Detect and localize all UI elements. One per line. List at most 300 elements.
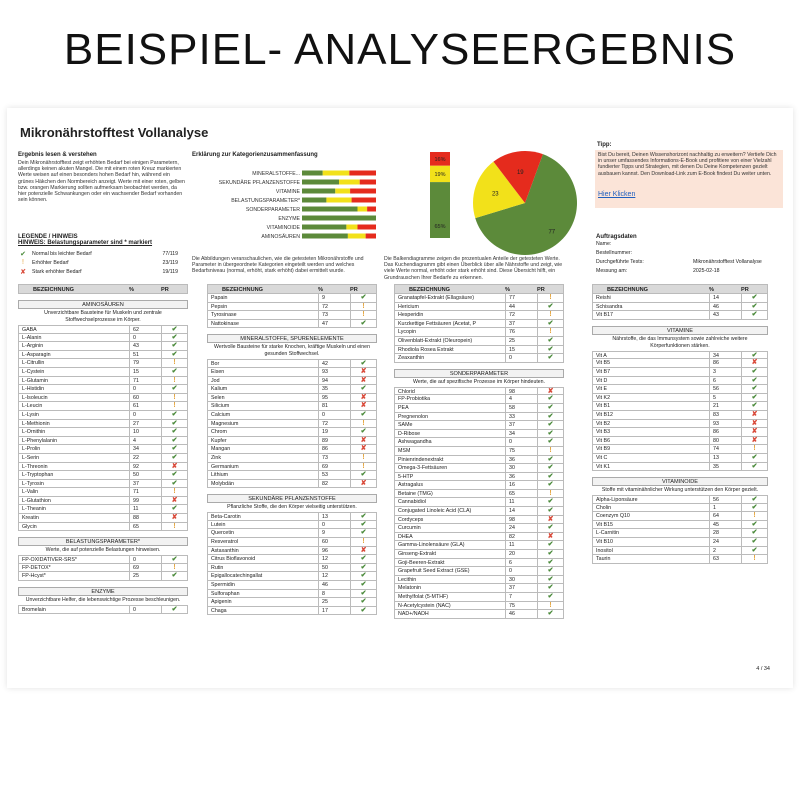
row-name: Pepsin — [211, 303, 228, 310]
row-name: FP-Hcyst* — [22, 573, 46, 580]
row-percent: 20 — [505, 550, 537, 558]
table-row — [18, 514, 188, 523]
check-icon: ✔ — [537, 456, 563, 464]
cross-icon: ✘ — [741, 420, 767, 428]
table-row — [207, 555, 377, 564]
row-name: Vit B1 — [596, 403, 611, 410]
row-name: L-Methionin — [22, 420, 50, 427]
table-row — [18, 402, 188, 411]
bar-category-label: VITAMINE — [275, 189, 300, 195]
row-name: Vit D — [596, 377, 608, 384]
row-percent: 88 — [129, 514, 161, 522]
table-row — [207, 572, 377, 581]
row-name: Vit B10 — [596, 539, 613, 546]
legend-item-text: Erhöhter Bedarf — [32, 259, 69, 266]
row-percent: 76 — [505, 328, 537, 336]
table-row — [207, 294, 377, 303]
check-icon: ✔ — [161, 334, 187, 342]
row-name: L-Citrullin — [22, 360, 45, 367]
table-row — [207, 359, 377, 368]
check-icon: ✔ — [537, 541, 563, 549]
table-row — [18, 428, 188, 437]
bar-segment — [348, 234, 366, 239]
check-icon: ✔ — [350, 385, 376, 393]
exclamation-icon: ! — [161, 564, 187, 572]
row-name: Kurzkettige Fettsäuren (Acetat, P — [398, 320, 477, 327]
result-table — [207, 359, 377, 488]
table-row — [394, 533, 564, 542]
row-percent: 61 — [129, 402, 161, 410]
page-number: 4 / 34 — [756, 666, 770, 672]
row-percent: 15 — [505, 346, 537, 354]
row-percent: 79 — [129, 359, 161, 367]
exclamation-icon: ! — [741, 445, 767, 453]
row-name: Zink — [211, 454, 222, 461]
table-row — [207, 368, 377, 377]
table-row — [592, 512, 768, 521]
check-icon: ✔ — [537, 584, 563, 592]
row-name: Citrus Bioflavonoid — [211, 556, 256, 563]
section-title: AMINOSÄUREN — [18, 300, 188, 309]
exclamation-icon: ! — [350, 463, 376, 471]
table-row — [394, 354, 564, 363]
row-name: Vit A — [596, 352, 607, 359]
ebook-download-link[interactable]: Hier Klicken — [598, 190, 636, 198]
table-row — [207, 529, 377, 538]
table-row — [18, 445, 188, 454]
category-summary-note: Die Abbildungen veranschaulichen, wie die getesteten Mikronährstoffe und Parameter in übergeordnete Kategorien eingeteilt werden und welches Bedarfsniveau (normal, erhöht, stark erhöht) dabei ermittelt wurde. — [192, 256, 364, 275]
intro-section — [18, 152, 186, 203]
exclamation-icon: ! — [161, 359, 187, 367]
row-name: Calcium — [211, 411, 231, 418]
row-name: Betaine (TMG) — [398, 490, 433, 497]
section-description: Unverzichtbare Helfer, die lebenswichtige Prozesse beschleunigen. — [25, 597, 181, 604]
row-name: Vit K2 — [596, 394, 611, 401]
row-percent: 42 — [318, 360, 350, 367]
check-icon: ✔ — [161, 351, 187, 359]
section-description: Nährstoffe, die das Immunsystem sowie zahlreiche weitere Körperfunktionen stärken. — [612, 335, 748, 349]
table-row — [207, 303, 377, 312]
exclamation-icon: ! — [161, 402, 187, 410]
row-percent: 43 — [709, 311, 741, 319]
row-percent: 92 — [129, 463, 161, 471]
row-percent: 17 — [318, 607, 350, 615]
row-name: Papain — [211, 295, 228, 301]
table-row — [18, 385, 188, 394]
row-percent: 36 — [505, 473, 537, 481]
bar-category-label: BELASTUNGSPARAMETER* — [231, 198, 300, 204]
row-name: Resveratrol — [211, 539, 239, 546]
row-name: Vit C — [596, 454, 608, 461]
table-row — [394, 593, 564, 602]
check-icon: ✔ — [741, 377, 767, 385]
row-percent: 1 — [709, 504, 741, 512]
row-percent: 11 — [129, 505, 161, 513]
row-name: 5-HTP — [398, 473, 414, 480]
table-row — [592, 311, 768, 320]
table-row — [592, 294, 768, 303]
table-row — [394, 610, 564, 619]
bar-segment — [302, 234, 348, 239]
row-name: Germanium — [211, 463, 239, 470]
section-title: MINERALSTOFFE, SPURENELEMENTE — [207, 334, 377, 343]
row-percent: 4 — [505, 395, 537, 403]
row-name: L-Asparagin — [22, 351, 51, 358]
table-row — [207, 385, 377, 394]
row-percent: 0 — [129, 334, 161, 342]
row-name: Pinienrindenextrakt — [398, 456, 444, 463]
category-summary-heading: Erklärung zur Kategorienzusammenfassung — [192, 152, 318, 158]
bar-category-label: MINERALSTOFFE... — [252, 171, 300, 177]
row-percent: 0 — [129, 556, 161, 563]
check-icon: ✔ — [350, 555, 376, 563]
bar-segment — [339, 180, 360, 185]
cross-icon: ✘ — [350, 394, 376, 402]
check-icon: ✔ — [350, 607, 376, 615]
row-percent: 0 — [129, 385, 161, 393]
result-table — [592, 294, 768, 320]
table-row — [18, 505, 188, 514]
table-row — [207, 581, 377, 590]
row-percent: 98 — [505, 516, 537, 524]
check-icon: ✔ — [350, 320, 376, 328]
bar-segment — [302, 189, 335, 194]
result-table — [592, 495, 768, 564]
check-icon: ✔ — [161, 368, 187, 376]
row-name: L-Phenylalanin — [22, 437, 58, 444]
order-row — [596, 249, 784, 258]
check-icon: ✔ — [161, 411, 187, 419]
row-name: Vit E — [596, 386, 608, 393]
check-icon: ✔ — [537, 404, 563, 412]
row-percent: 46 — [318, 581, 350, 589]
row-percent: 35 — [318, 385, 350, 393]
row-name: Ashwagandha — [398, 439, 432, 446]
table-row — [592, 303, 768, 312]
cross-icon: ✘ — [350, 445, 376, 453]
section-description: Pflanzliche Stoffe, die den Körper vielseitig unterstützen. — [227, 504, 357, 511]
table-row — [394, 456, 564, 465]
table-row — [18, 420, 188, 429]
column-segment-label: 65% — [434, 224, 446, 230]
legend-item-count: 23/119 — [162, 259, 178, 266]
check-icon: ✔ — [741, 394, 767, 402]
check-icon: ✔ — [350, 521, 376, 529]
check-icon: ✔ — [537, 320, 563, 328]
row-percent: 24 — [505, 524, 537, 532]
check-icon: ✔ — [741, 463, 767, 471]
table-row — [18, 359, 188, 368]
order-row-label: Messung am: — [596, 268, 628, 274]
row-name: DHEA — [398, 533, 413, 540]
row-name: L-Arginin — [22, 343, 44, 350]
row-percent: 6 — [709, 377, 741, 385]
check-icon: ✔ — [350, 529, 376, 537]
exclamation-icon: ! — [537, 602, 563, 610]
table-row — [207, 311, 377, 320]
row-name: L-Leucin — [22, 403, 43, 410]
cross-icon: ✘ — [350, 437, 376, 445]
check-icon: ✔ — [537, 610, 563, 618]
table-row — [394, 464, 564, 473]
row-name: L-Valin — [22, 489, 39, 496]
bar-category-label: SONDERPARAMETER — [245, 207, 300, 213]
table-row — [18, 342, 188, 351]
row-percent: 60 — [318, 538, 350, 546]
table-row — [394, 413, 564, 422]
legend-heading: LEGENDE / HINWEIS — [18, 234, 78, 240]
row-percent: 62 — [129, 326, 161, 333]
exclamation-icon: ! — [350, 538, 376, 546]
result-column-4 — [592, 284, 768, 564]
header-percent: % — [129, 287, 134, 293]
row-percent: 0 — [129, 606, 161, 613]
table-row — [207, 590, 377, 599]
row-name: Vit B5 — [596, 360, 611, 367]
check-icon: ✔ — [741, 504, 767, 512]
table-row — [394, 541, 564, 550]
row-name: Vit B17 — [596, 312, 613, 319]
exclamation-icon: ! — [350, 311, 376, 319]
row-name: Magnesium — [211, 420, 239, 427]
table-row — [207, 420, 377, 429]
bar-segment — [367, 207, 376, 212]
table-row — [18, 497, 188, 506]
exclamation-icon: ! — [161, 488, 187, 496]
check-icon: ✔ — [161, 445, 187, 453]
row-name: Zeaxanthin — [398, 355, 425, 362]
bar-category-label: SEKUNDÄRE PFLANZENSTOFFE — [218, 180, 300, 186]
row-percent: 13 — [318, 513, 350, 520]
table-row — [394, 387, 564, 396]
check-icon: ✔ — [741, 368, 767, 376]
row-percent: 69 — [318, 463, 350, 471]
table-row — [18, 605, 188, 614]
row-name: Grapefruit Seed Extract (GSE) — [398, 568, 470, 575]
table-row — [394, 507, 564, 516]
section-title: VITAMINOIDE — [592, 477, 768, 486]
check-icon: ✔ — [161, 428, 187, 436]
legend-item-text: Normal bis leichter Bedarf — [32, 250, 92, 257]
row-percent: 45 — [709, 521, 741, 529]
check-icon: ✔ — [161, 385, 187, 393]
row-percent: 98 — [505, 388, 537, 395]
table-row — [18, 480, 188, 489]
row-name: FP-OXIDATIVER-SRS* — [22, 557, 77, 563]
check-icon: ✔ — [741, 352, 767, 359]
row-percent: 28 — [709, 529, 741, 537]
bar-segment — [302, 225, 346, 230]
row-percent: 96 — [318, 547, 350, 555]
bar-segment — [346, 225, 357, 230]
check-icon: ✔ — [741, 496, 767, 503]
check-icon: ✔ — [350, 513, 376, 520]
row-percent: 89 — [318, 437, 350, 445]
cross-icon: ✘ — [350, 377, 376, 385]
bar-segment — [360, 180, 376, 185]
table-row — [18, 377, 188, 386]
header-name: BEZEICHNUNG — [33, 287, 75, 293]
row-percent: 21 — [709, 402, 741, 410]
row-percent: 8 — [318, 590, 350, 598]
row-percent: 0 — [129, 411, 161, 419]
table-row — [207, 411, 377, 420]
table-row — [394, 404, 564, 413]
check-icon: ✔ — [350, 590, 376, 598]
table-row — [592, 547, 768, 556]
check-icon: ✔ — [161, 606, 187, 613]
exclamation-icon: ! — [741, 512, 767, 520]
result-table — [18, 325, 188, 531]
check-icon: ✔ — [161, 572, 187, 580]
row-percent: 72 — [318, 420, 350, 428]
row-name: Epigallocatechingallat — [211, 573, 263, 580]
cross-icon: ✘ — [20, 268, 26, 276]
bar-segment — [326, 198, 351, 203]
legend-item — [18, 258, 178, 267]
row-name: N-Acetylcystein (NAC) — [398, 602, 451, 609]
table-row — [394, 337, 564, 346]
tip-box — [595, 150, 783, 208]
section-description: Werte, die auf spezifische Prozesse im Körper hindeuten. — [413, 378, 545, 385]
row-name: Cholin — [596, 504, 612, 511]
header-percent: % — [505, 287, 510, 293]
row-name: Beta-Carotin — [211, 514, 241, 520]
order-data-section — [596, 234, 784, 276]
exclamation-icon: ! — [537, 447, 563, 455]
category-summary-heading-block — [192, 152, 382, 158]
row-percent: 77 — [505, 294, 537, 302]
check-icon: ✔ — [537, 576, 563, 584]
row-name: Sulforaphan — [211, 590, 240, 597]
row-name: Rhodiola Rosea Extrakt — [398, 346, 454, 353]
table-row — [18, 471, 188, 480]
check-icon: ✔ — [537, 395, 563, 403]
row-percent: 94 — [318, 377, 350, 385]
row-name: Chrom — [211, 429, 227, 436]
bar-segment — [350, 189, 376, 194]
table-row — [394, 430, 564, 439]
result-table — [18, 555, 188, 581]
row-name: Jod — [211, 377, 220, 384]
row-name: PEA — [398, 404, 409, 411]
check-icon: ✔ — [537, 593, 563, 601]
bar-segment — [302, 180, 339, 185]
row-name: Glycin — [22, 523, 37, 530]
row-name: L-Isoleucin — [22, 394, 48, 401]
row-name: Lithium — [211, 472, 229, 479]
row-percent: 33 — [505, 413, 537, 421]
table-row — [207, 607, 377, 616]
table-row — [592, 504, 768, 513]
exclamation-icon: ! — [22, 259, 24, 266]
check-icon: ✔ — [161, 471, 187, 479]
row-percent: 25 — [129, 572, 161, 580]
row-percent: 64 — [709, 512, 741, 520]
row-percent: 25 — [505, 337, 537, 345]
check-icon: ✔ — [350, 572, 376, 580]
row-percent: 93 — [709, 420, 741, 428]
cross-icon: ✘ — [350, 402, 376, 410]
exclamation-icon: ! — [537, 311, 563, 319]
row-name: Tyrosinase — [211, 312, 237, 319]
row-percent: 37 — [505, 320, 537, 328]
row-name: Nattokinase — [211, 320, 239, 327]
row-name: MSM — [398, 447, 411, 454]
row-percent: 63 — [709, 555, 741, 563]
row-percent: 5 — [709, 394, 741, 402]
table-row — [592, 402, 768, 411]
row-percent: 11 — [505, 498, 537, 506]
row-percent: 53 — [318, 471, 350, 479]
row-name: L-Glutathion — [22, 497, 51, 504]
row-percent: 12 — [318, 572, 350, 580]
intro-heading: Ergebnis lesen & verstehen — [18, 152, 97, 158]
table-row — [18, 368, 188, 377]
table-header — [18, 284, 188, 294]
bar-segment — [302, 207, 358, 212]
table-row — [592, 463, 768, 472]
section-description: Stoffe mit vitaminähnlicher Wirkung unterstützen den Körper gezielt. — [601, 487, 759, 494]
check-icon: ✔ — [741, 385, 767, 393]
row-percent: 3 — [709, 368, 741, 376]
row-name: Hesperidin — [398, 312, 424, 319]
legend-item-count: 19/119 — [162, 268, 178, 275]
check-icon: ✔ — [350, 411, 376, 419]
row-percent: 7 — [505, 593, 537, 601]
row-percent: 11 — [505, 541, 537, 549]
row-percent: 24 — [709, 538, 741, 546]
table-row — [18, 437, 188, 446]
row-percent: 46 — [505, 610, 537, 618]
check-icon: ✔ — [161, 556, 187, 563]
check-icon: ✔ — [741, 547, 767, 555]
row-name: Astragalus — [398, 482, 424, 489]
table-row — [592, 521, 768, 530]
order-row-label: Bestellnummer: — [596, 250, 633, 256]
row-name: Conjugated Linoleic Acid (CLA) — [398, 508, 472, 515]
section-title: ENZYME — [18, 587, 188, 596]
row-name: Silicium — [211, 403, 230, 410]
result-table — [394, 387, 564, 619]
bar-category-label: VITAMINOIDE — [266, 225, 300, 231]
cross-icon: ✘ — [741, 437, 767, 445]
section-title: BELASTUNGSPARAMETER* — [18, 537, 188, 546]
row-percent: 56 — [709, 496, 741, 503]
table-row — [18, 523, 188, 532]
row-percent: 14 — [709, 294, 741, 302]
table-row — [394, 559, 564, 568]
bar-segment — [323, 171, 350, 176]
pie-slice-label: 77 — [548, 229, 556, 236]
table-row — [18, 454, 188, 463]
cross-icon: ✘ — [741, 359, 767, 367]
result-column-1 — [18, 284, 188, 614]
check-icon: ✔ — [741, 454, 767, 462]
check-icon: ✔ — [350, 581, 376, 589]
result-column-2 — [207, 284, 377, 615]
row-percent: 44 — [505, 303, 537, 311]
row-percent: 30 — [505, 576, 537, 584]
row-name: Eisen — [211, 368, 225, 375]
table-row — [207, 538, 377, 547]
table-row — [394, 567, 564, 576]
check-icon: ✔ — [161, 420, 187, 428]
check-icon: ✔ — [537, 550, 563, 558]
table-row — [207, 428, 377, 437]
row-name: Chaga — [211, 607, 227, 614]
table-row — [394, 311, 564, 320]
